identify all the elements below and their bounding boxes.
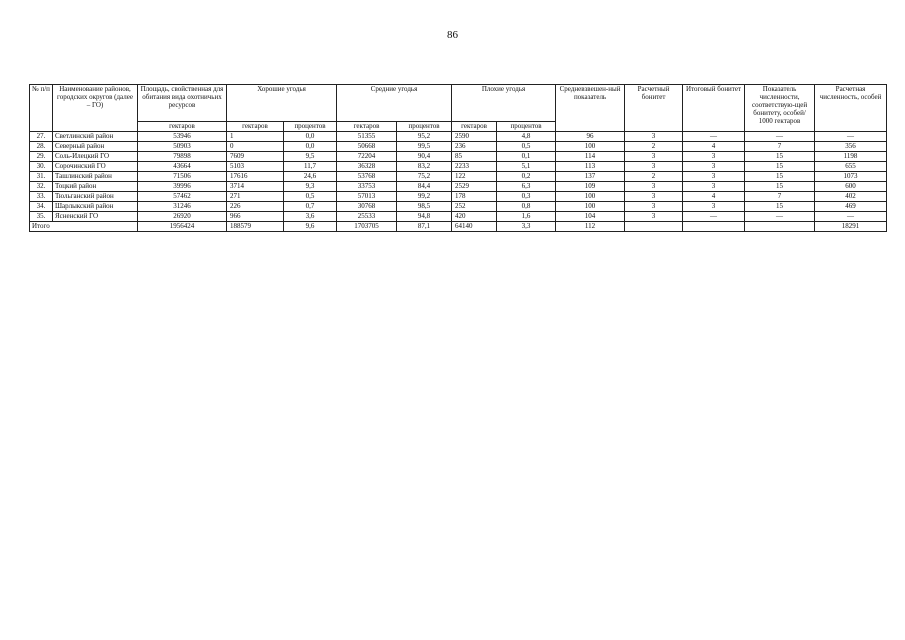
cell-medium-hectares: 25533 — [337, 212, 397, 222]
cell-weighted-average: 137 — [556, 172, 625, 182]
cell-medium-hectares: 30768 — [337, 202, 397, 212]
cell-calc-bonitet: 3 — [625, 182, 683, 192]
header-good-percent: процентов — [284, 122, 337, 132]
total-row — [30, 222, 887, 232]
cell-good-hectares: 5103 — [227, 162, 284, 172]
cell-poor-hectares: 420 — [452, 212, 497, 222]
cell-area: 79898 — [138, 152, 227, 162]
cell-poor-percent: 4,8 — [497, 132, 556, 142]
total-medium-percent: 87,1 — [397, 222, 452, 232]
table-row — [30, 182, 887, 192]
cell-density: 7 — [745, 192, 815, 202]
cell-num: 30. — [30, 162, 53, 172]
cell-poor-hectares: 2529 — [452, 182, 497, 192]
cell-calc-bonitet: 2 — [625, 172, 683, 182]
cell-good-percent: 24,6 — [284, 172, 337, 182]
cell-poor-percent: 0,1 — [497, 152, 556, 162]
cell-calc-number: — — [815, 212, 887, 222]
cell-area: 57462 — [138, 192, 227, 202]
total-medium-hectares: 1703705 — [337, 222, 397, 232]
cell-poor-hectares: 252 — [452, 202, 497, 212]
cell-calc-number: 356 — [815, 142, 887, 152]
cell-name: Северный район — [53, 142, 138, 152]
total-final-bonitet — [683, 222, 745, 232]
cell-num: 29. — [30, 152, 53, 162]
cell-weighted-average: 100 — [556, 192, 625, 202]
cell-calc-bonitet: 3 — [625, 212, 683, 222]
cell-final-bonitet: 4 — [683, 142, 745, 152]
cell-calc-number: 1198 — [815, 152, 887, 162]
header-calc-number: Расчетная численность, особей — [815, 85, 887, 132]
hunting-grounds-table — [29, 84, 887, 232]
cell-weighted-average: 104 — [556, 212, 625, 222]
cell-num: 27. — [30, 132, 53, 142]
cell-calc-number: — — [815, 132, 887, 142]
cell-calc-number: 1073 — [815, 172, 887, 182]
table-row — [30, 172, 887, 182]
header-weighted-average: Средневзвешен-ный показатель — [556, 85, 625, 132]
cell-weighted-average: 100 — [556, 202, 625, 212]
cell-medium-percent: 99,2 — [397, 192, 452, 202]
cell-good-hectares: 226 — [227, 202, 284, 212]
cell-poor-percent: 0,5 — [497, 142, 556, 152]
cell-area: 53946 — [138, 132, 227, 142]
total-calc-bonitet — [625, 222, 683, 232]
table-row — [30, 202, 887, 212]
total-label: Итого — [30, 222, 138, 232]
cell-num: 32. — [30, 182, 53, 192]
cell-medium-hectares: 53768 — [337, 172, 397, 182]
cell-medium-hectares: 72204 — [337, 152, 397, 162]
cell-poor-percent: 6,3 — [497, 182, 556, 192]
cell-poor-hectares: 122 — [452, 172, 497, 182]
cell-area: 71506 — [138, 172, 227, 182]
cell-good-hectares: 1 — [227, 132, 284, 142]
cell-name: Соль-Илецкий ГО — [53, 152, 138, 162]
cell-good-percent: 0,7 — [284, 202, 337, 212]
header-poor-hectares: гектаров — [452, 122, 497, 132]
total-weighted-average: 112 — [556, 222, 625, 232]
cell-medium-percent: 84,4 — [397, 182, 452, 192]
cell-medium-percent: 83,2 — [397, 162, 452, 172]
cell-name: Сорочинский ГО — [53, 162, 138, 172]
cell-medium-percent: 75,2 — [397, 172, 452, 182]
total-calc-number: 18291 — [815, 222, 887, 232]
cell-final-bonitet: 3 — [683, 202, 745, 212]
cell-calc-bonitet: 3 — [625, 132, 683, 142]
cell-good-percent: 9,3 — [284, 182, 337, 192]
cell-medium-hectares: 50668 — [337, 142, 397, 152]
cell-name: Тоцкий район — [53, 182, 138, 192]
total-poor-hectares: 64140 — [452, 222, 497, 232]
cell-poor-hectares: 85 — [452, 152, 497, 162]
cell-poor-percent: 0,2 — [497, 172, 556, 182]
header-area-hectares: гектаров — [138, 122, 227, 132]
cell-good-hectares: 7609 — [227, 152, 284, 162]
cell-good-percent: 0,0 — [284, 132, 337, 142]
cell-num: 28. — [30, 142, 53, 152]
cell-good-hectares: 17616 — [227, 172, 284, 182]
cell-medium-hectares: 33753 — [337, 182, 397, 192]
header-density: Показатель численности, соответствую-щей бонитету, особей/ 1000 гектаров — [745, 85, 815, 132]
header-name: Наименование районов, городских округов (далее – ГО) — [53, 85, 138, 132]
cell-medium-percent: 98,5 — [397, 202, 452, 212]
cell-good-percent: 9,5 — [284, 152, 337, 162]
cell-area: 26920 — [138, 212, 227, 222]
cell-density: — — [745, 212, 815, 222]
total-good-hectares: 188579 — [227, 222, 284, 232]
cell-calc-number: 655 — [815, 162, 887, 172]
cell-final-bonitet: 4 — [683, 192, 745, 202]
header-final-bonitet: Итоговый бонитет — [683, 85, 745, 132]
cell-medium-percent: 90,4 — [397, 152, 452, 162]
cell-calc-number: 469 — [815, 202, 887, 212]
cell-final-bonitet: 3 — [683, 162, 745, 172]
cell-num: 35. — [30, 212, 53, 222]
cell-calc-number: 600 — [815, 182, 887, 192]
table-row — [30, 192, 887, 202]
cell-density: 7 — [745, 142, 815, 152]
cell-good-percent: 0,5 — [284, 192, 337, 202]
cell-final-bonitet: — — [683, 132, 745, 142]
header-good-hectares: гектаров — [227, 122, 284, 132]
cell-calc-bonitet: 3 — [625, 152, 683, 162]
cell-calc-bonitet: 3 — [625, 202, 683, 212]
cell-name: Ташлинский район — [53, 172, 138, 182]
cell-name: Шарлыкский район — [53, 202, 138, 212]
cell-calc-bonitet: 3 — [625, 162, 683, 172]
header-poor-percent: процентов — [497, 122, 556, 132]
cell-poor-hectares: 2233 — [452, 162, 497, 172]
cell-good-hectares: 271 — [227, 192, 284, 202]
cell-poor-percent: 1,6 — [497, 212, 556, 222]
table-row — [30, 132, 887, 142]
total-area: 1956424 — [138, 222, 227, 232]
cell-poor-percent: 5,1 — [497, 162, 556, 172]
cell-final-bonitet: 3 — [683, 152, 745, 162]
cell-num: 31. — [30, 172, 53, 182]
cell-medium-hectares: 57013 — [337, 192, 397, 202]
cell-final-bonitet: 3 — [683, 172, 745, 182]
page-number: 86 — [447, 29, 458, 41]
cell-weighted-average: 109 — [556, 182, 625, 192]
total-density — [745, 222, 815, 232]
header-num: № п/п — [30, 85, 53, 132]
cell-weighted-average: 100 — [556, 142, 625, 152]
cell-poor-hectares: 2590 — [452, 132, 497, 142]
table-row — [30, 152, 887, 162]
cell-name: Тюльганский район — [53, 192, 138, 202]
header-calc-bonitet: Расчетный бонитет — [625, 85, 683, 132]
header-medium-hectares: гектаров — [337, 122, 397, 132]
cell-good-hectares: 0 — [227, 142, 284, 152]
cell-good-hectares: 3714 — [227, 182, 284, 192]
cell-poor-percent: 0,8 — [497, 202, 556, 212]
cell-medium-hectares: 36328 — [337, 162, 397, 172]
table-row — [30, 212, 887, 222]
cell-calc-bonitet: 3 — [625, 192, 683, 202]
total-poor-percent: 3,3 — [497, 222, 556, 232]
cell-medium-hectares: 51355 — [337, 132, 397, 142]
cell-density: 15 — [745, 182, 815, 192]
cell-num: 34. — [30, 202, 53, 212]
cell-density: 15 — [745, 202, 815, 212]
cell-density: 15 — [745, 152, 815, 162]
total-good-percent: 9,6 — [284, 222, 337, 232]
table-row — [30, 162, 887, 172]
cell-medium-percent: 99,5 — [397, 142, 452, 152]
table-header — [30, 85, 887, 132]
cell-good-percent: 11,7 — [284, 162, 337, 172]
table-row — [30, 142, 887, 152]
cell-area: 39996 — [138, 182, 227, 192]
header-poor-grounds: Плохие угодья — [452, 85, 556, 122]
cell-name: Светлинский район — [53, 132, 138, 142]
table-body — [30, 132, 887, 232]
cell-final-bonitet: — — [683, 212, 745, 222]
cell-density: 15 — [745, 162, 815, 172]
cell-good-hectares: 966 — [227, 212, 284, 222]
cell-area: 43664 — [138, 162, 227, 172]
header-medium-percent: процентов — [397, 122, 452, 132]
cell-final-bonitet: 3 — [683, 182, 745, 192]
cell-poor-percent: 0,3 — [497, 192, 556, 202]
header-good-grounds: Хорошие угодья — [227, 85, 337, 122]
cell-poor-hectares: 236 — [452, 142, 497, 152]
cell-weighted-average: 114 — [556, 152, 625, 162]
cell-medium-percent: 94,8 — [397, 212, 452, 222]
cell-weighted-average: 113 — [556, 162, 625, 172]
cell-name: Ясненский ГО — [53, 212, 138, 222]
cell-weighted-average: 96 — [556, 132, 625, 142]
cell-good-percent: 3,6 — [284, 212, 337, 222]
cell-calc-bonitet: 2 — [625, 142, 683, 152]
cell-medium-percent: 95,2 — [397, 132, 452, 142]
cell-calc-number: 402 — [815, 192, 887, 202]
cell-density: — — [745, 132, 815, 142]
cell-num: 33. — [30, 192, 53, 202]
cell-area: 31246 — [138, 202, 227, 212]
header-medium-grounds: Средние угодья — [337, 85, 452, 122]
cell-area: 50903 — [138, 142, 227, 152]
header-area: Площадь, свойственная для обитания вида охотничьих ресурсов — [138, 85, 227, 122]
cell-poor-hectares: 178 — [452, 192, 497, 202]
cell-good-percent: 0,0 — [284, 142, 337, 152]
cell-density: 15 — [745, 172, 815, 182]
